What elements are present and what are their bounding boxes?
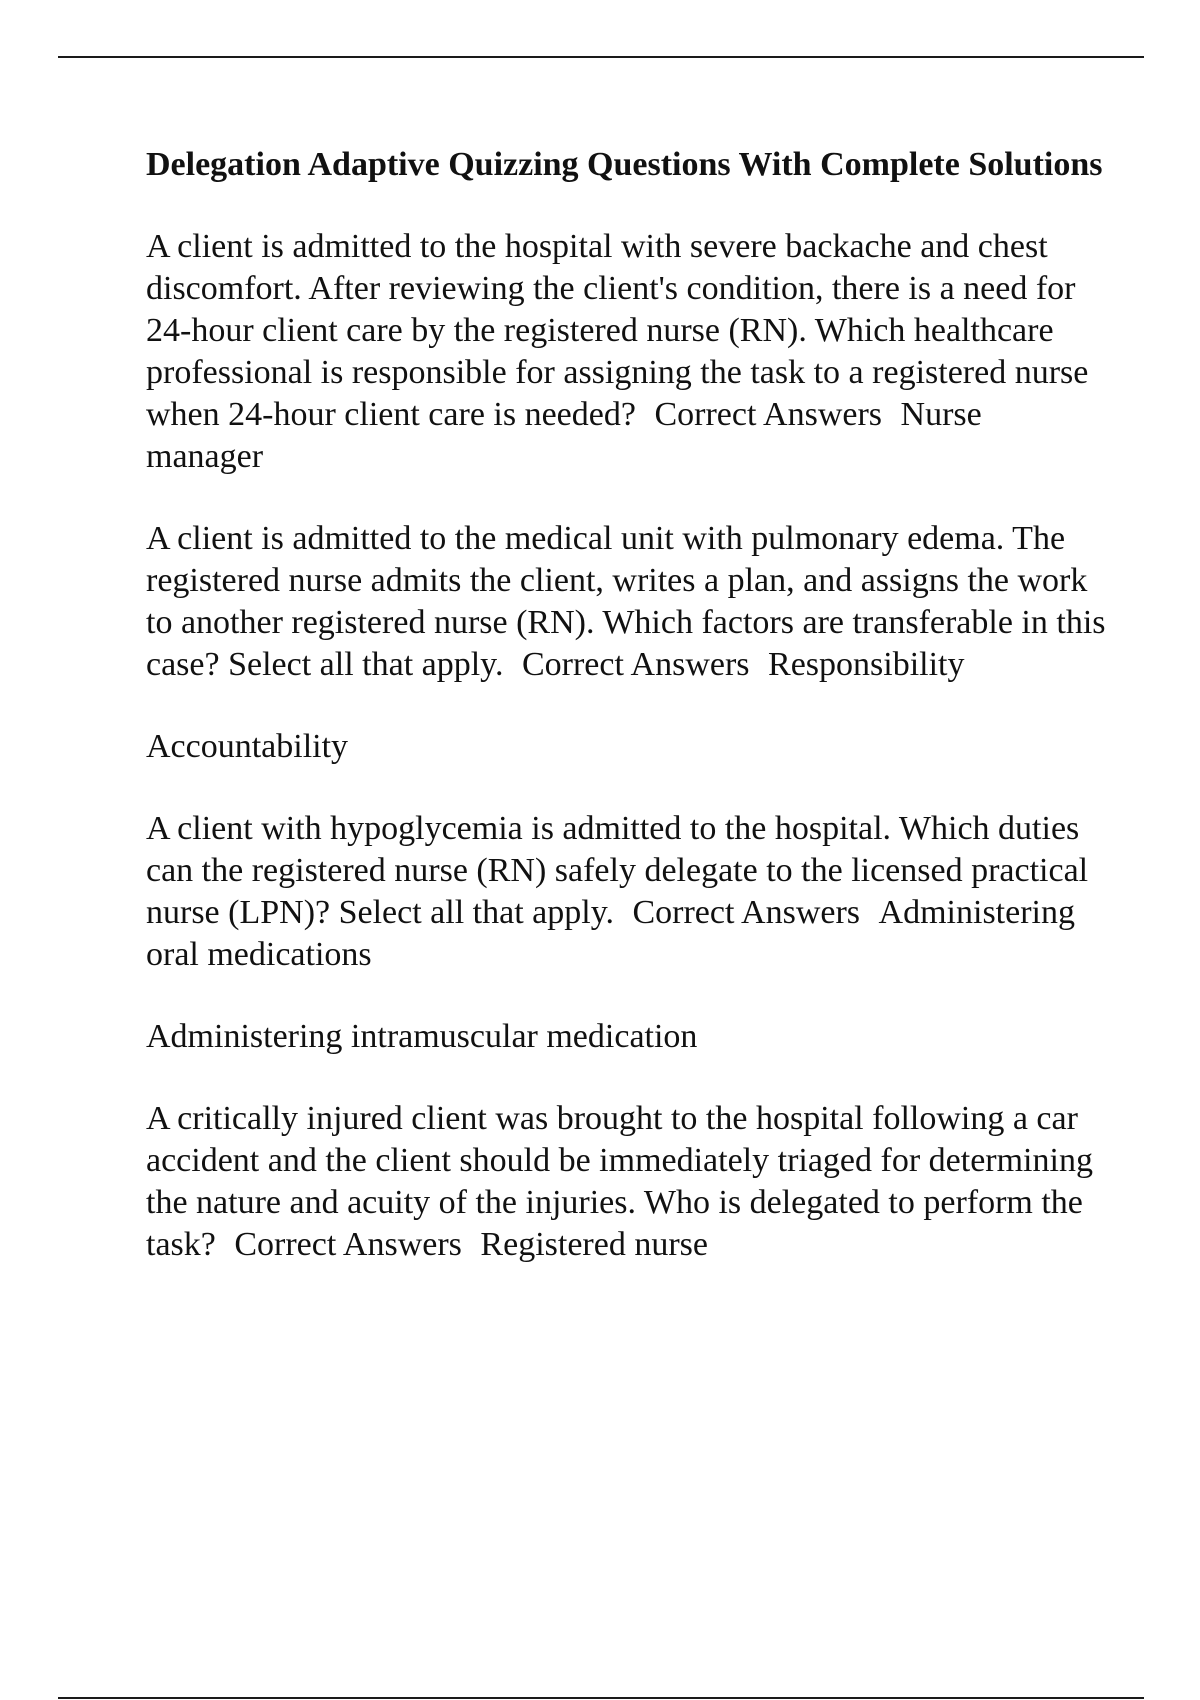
answer-continuation: Accountability (146, 728, 349, 765)
document-title: Delegation Adaptive Quizzing Questions With Complete Solutions (146, 146, 1103, 183)
answer-label: Correct Answers (632, 894, 861, 931)
question-text: A critically injured client was brought to the hospital following a car accident and the client should be immediately triaged for determining the nature and acuity of the injuries. Who is delegated to perform the task? (146, 1100, 1093, 1263)
answer-label: Correct Answers (234, 1226, 462, 1263)
question-text: A client is admitted to the hospital with severe backache and chest discomfort. After reviewing the client's condition, there is a need for 24-hour client care by the registered nurse (RN). Which healthcare professional is responsible for assigning the task to a registered nurse when 24-hour client care is needed? (146, 228, 1089, 433)
header-divider (58, 56, 1144, 58)
answer-label: Correct Answers (521, 646, 750, 683)
answer-text: Administering oral medications (146, 894, 1075, 973)
answer-label: Correct Answers (654, 396, 883, 433)
answer-text: Registered nurse (480, 1226, 708, 1263)
answer-text: Responsibility (768, 646, 965, 683)
answer-text: Nurse manager (146, 396, 982, 475)
qa-item-4 (146, 1098, 1106, 1266)
footer-divider (58, 1697, 1144, 1699)
document-body (146, 144, 1106, 1306)
question-text: A client is admitted to the medical unit with pulmonary edema. The registered nurse admits the client, writes a plan, and assigns the work to another registered nurse (RN). Which factors are transferable in this case? Select all that apply. (146, 520, 1106, 683)
qa-item-2 (146, 518, 1106, 686)
qa-item-3 (146, 808, 1106, 976)
qa-item-1 (146, 226, 1106, 478)
question-text: A client with hypoglycemia is admitted to the hospital. Which duties can the registered nurse (RN) safely delegate to the licensed practical nurse (LPN)? Select all that apply. (146, 810, 1089, 931)
answer-continuation: Administering intramuscular medication (146, 1018, 698, 1055)
